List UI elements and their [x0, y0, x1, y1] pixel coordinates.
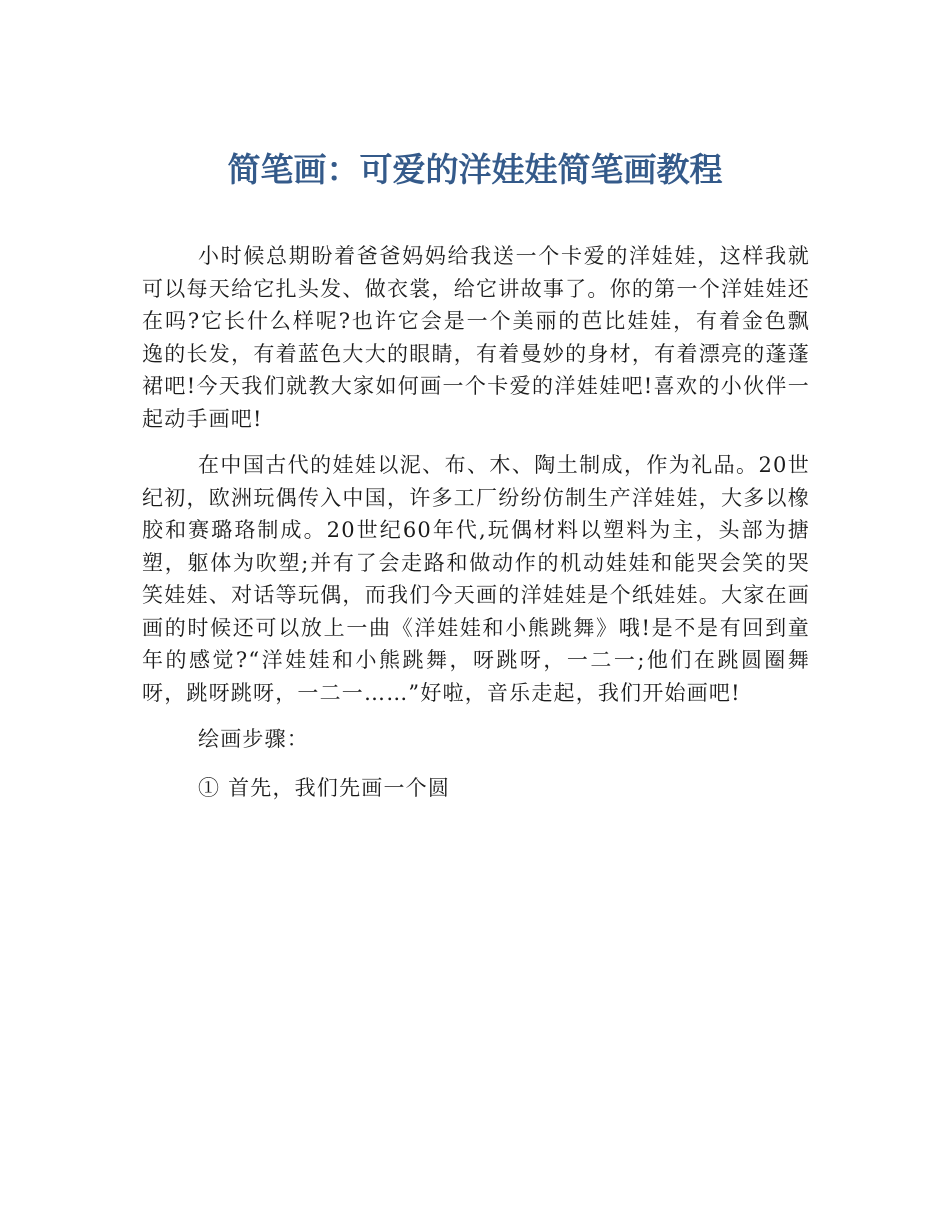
document-title: 简笔画：可爱的洋娃娃简笔画教程	[227, 150, 723, 189]
step-1-text: ① 首先，我们先画一个圆	[198, 775, 451, 800]
steps-heading: 绘画步骤：	[198, 727, 309, 751]
intro-paragraph: 小时候总期盼着爸爸妈妈给我送一个卡爱的洋娃娃，这样我就可以每天给它扎头发、做衣裳，给它讲故事了。你的第一个洋娃娃还在吗?它长什么样呢?也许它会是一个美丽的芭比娃娃，有着金色飘逸的长发，有着蓝色大大的眼睛，有着曼妙的身材，有着漂亮的蓬蓬裙吧!今天我们就教大家如何画一个卡爱的洋娃娃吧!喜欢的小伙伴一起动手画吧!	[142, 244, 810, 431]
history-paragraph: 在中国古代的娃娃以泥、布、木、陶土制成，作为礼品。20世纪初，欧洲玩偶传入中国，许多工厂纷纷仿制生产洋娃娃，大多以橡胶和赛璐珞制成。20世纪60年代,玩偶材料以塑料为主，头部为搪塑，躯体为吹塑;并有了会走路和做动作的机动娃娃和能哭会笑的哭笑娃娃、对话等玩偶，而我们今天画的洋娃娃是个纸娃娃。大家在画画的时候还可以放上一曲《洋娃娃和小熊跳舞》哦!是不是有回到童年的感觉?“洋娃娃和小熊跳舞，呀跳呀，一二一;他们在跳圆圈舞呀，跳呀跳呀，一二一……”好啦，音乐走起，我们开始画吧!	[142, 453, 810, 705]
document-body	[142, 240, 810, 820]
